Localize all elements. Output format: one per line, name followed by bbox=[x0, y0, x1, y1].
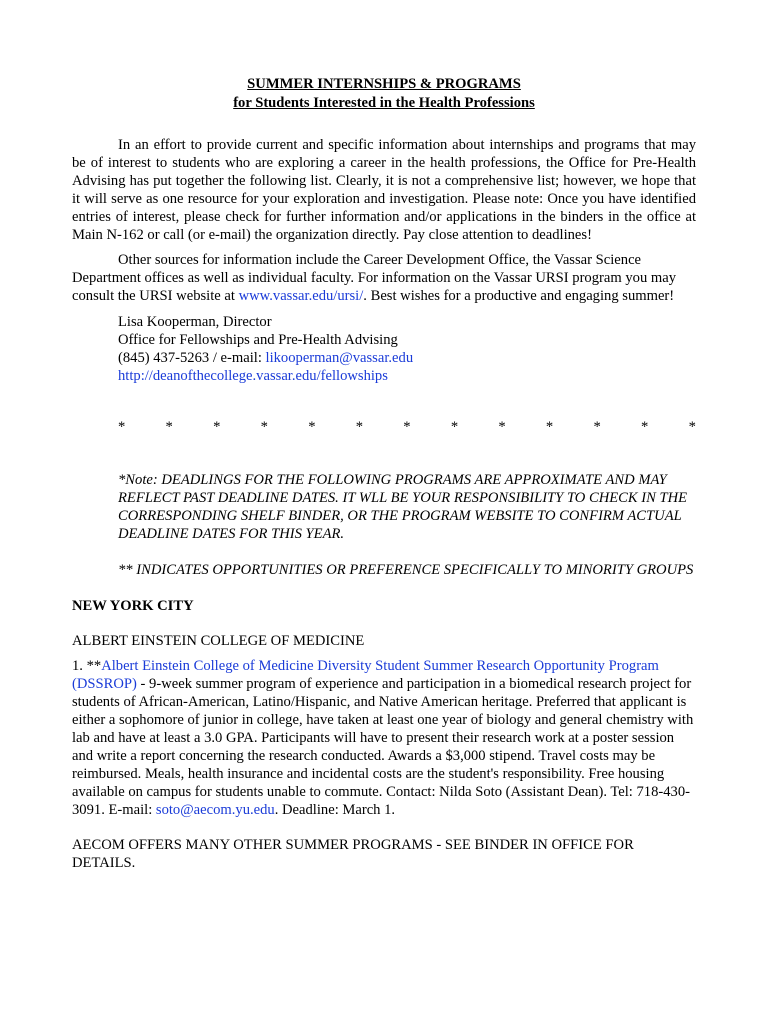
signature-contact: (845) 437-5263 / e-mail: likooperman@vassar.edu bbox=[118, 350, 414, 366]
minority-note: ** INDICATES OPPORTUNITIES OR PREFERENCE SPECIFICALLY TO MINORITY GROUPS bbox=[118, 562, 694, 578]
fellowships-url-link[interactable]: http://deanofthecollege.vassar.edu/fellowships bbox=[118, 368, 388, 384]
separator-star: * bbox=[118, 419, 126, 435]
intro-paragraph-1: In an effort to provide current and specific information about internships and programs that may be of interest to students who are exploring a career in the health professions, the Office for Pre-Health Advising has put together the following list. Clearly, it is not a comprehensive list; however, we hope that it will serve as one resource for your exploration and investigation. Please note: Once you have identified entries of interest, please check for further information and/or applications in the binders in the office at Main N-162 or call (or e-mail) the organization directly. Pay close attention to deadlines! bbox=[72, 137, 696, 243]
separator-star: * bbox=[593, 419, 601, 435]
intro-paragraph-2: Other sources for information include the Career Development Office, the Vassar Science Department offices as well as individual faculty. For information on the Vassar URSI program you may consult the URSI website at www.vassar.edu/ursi/. Best wishes for a productive and engaging summer! bbox=[72, 252, 677, 304]
separator-star: * bbox=[308, 419, 316, 435]
program-entry: 1. **Albert Einstein College of Medicine Diversity Student Summer Research Opportunity Program (DSSROP) - 9-week summer program of experience and participation in a biomedical research project for students of African-American, Latino/Hispanic, and Native American heritage. Preferred that applicant is either a sophomore of junior in college, have taken at least one year of biology and general chemistry with lab and have at least a 3.0 GPA. Participants will have to present their research work at a poster session and write a report concerning the research conducted. Awards a $3,000 stipend. Travel costs may be reimbursed. Meals, health insurance and incidental costs are the student's responsibility. Free housing available on campus for students unable to commute. Contact: Nilda Soto (Assistant Dean). Tel: 718-430-3091. E-mail: soto@aecom.yu.edu. Deadline: March 1. bbox=[72, 658, 694, 818]
separator-star: * bbox=[498, 419, 506, 435]
document-page bbox=[72, 75, 696, 872]
section-heading: NEW YORK CITY bbox=[72, 598, 194, 614]
document-title: SUMMER INTERNSHIPS & PROGRAMS bbox=[247, 76, 521, 92]
signature-name: Lisa Kooperman, Director bbox=[118, 314, 272, 330]
contact-email-link[interactable]: soto@aecom.yu.edu bbox=[155, 802, 275, 818]
document-subtitle: for Students Interested in the Health Professions bbox=[233, 95, 535, 111]
separator-star: * bbox=[688, 419, 696, 435]
separator-star: * bbox=[213, 419, 221, 435]
separator-star: * bbox=[355, 419, 364, 435]
organization-name: ALBERT EINSTEIN COLLEGE OF MEDICINE bbox=[72, 633, 365, 649]
aecom-footer-note: AECOM OFFERS MANY OTHER SUMMER PROGRAMS - SEE BINDER IN OFFICE FOR DETAILS. bbox=[72, 837, 634, 871]
separator-star: * bbox=[545, 419, 554, 435]
signature-email-link[interactable]: likooperman@vassar.edu bbox=[265, 350, 414, 366]
separator-star: * bbox=[260, 419, 268, 435]
signature-office: Office for Fellowships and Pre-Health Advising bbox=[118, 332, 398, 348]
signature-block bbox=[118, 313, 696, 385]
separator-star: * bbox=[165, 419, 173, 435]
separator-star: * bbox=[450, 419, 459, 435]
deadline-note: *Note: DEADLINGS FOR THE FOLLOWING PROGRAMS ARE APPROXIMATE AND MAY REFLECT PAST DEADLINE DATES. IT WLL BE YOUR RESPONSIBILITY TO CHECK IN THE CORRESPONDING SHELF BINDER, OR THE PROGRAM WEBSITE TO CONFIRM ACTUAL DEADLINE DATES FOR THIS YEAR. bbox=[118, 472, 688, 542]
program-link[interactable]: Albert Einstein College of Medicine Diversity Student Summer Research Opportunity Program (DSSROP) bbox=[72, 658, 659, 692]
star-separator bbox=[118, 418, 696, 436]
separator-star: * bbox=[641, 419, 649, 435]
separator-star: * bbox=[403, 419, 411, 435]
ursi-website-link[interactable]: www.vassar.edu/ursi/ bbox=[238, 288, 364, 304]
